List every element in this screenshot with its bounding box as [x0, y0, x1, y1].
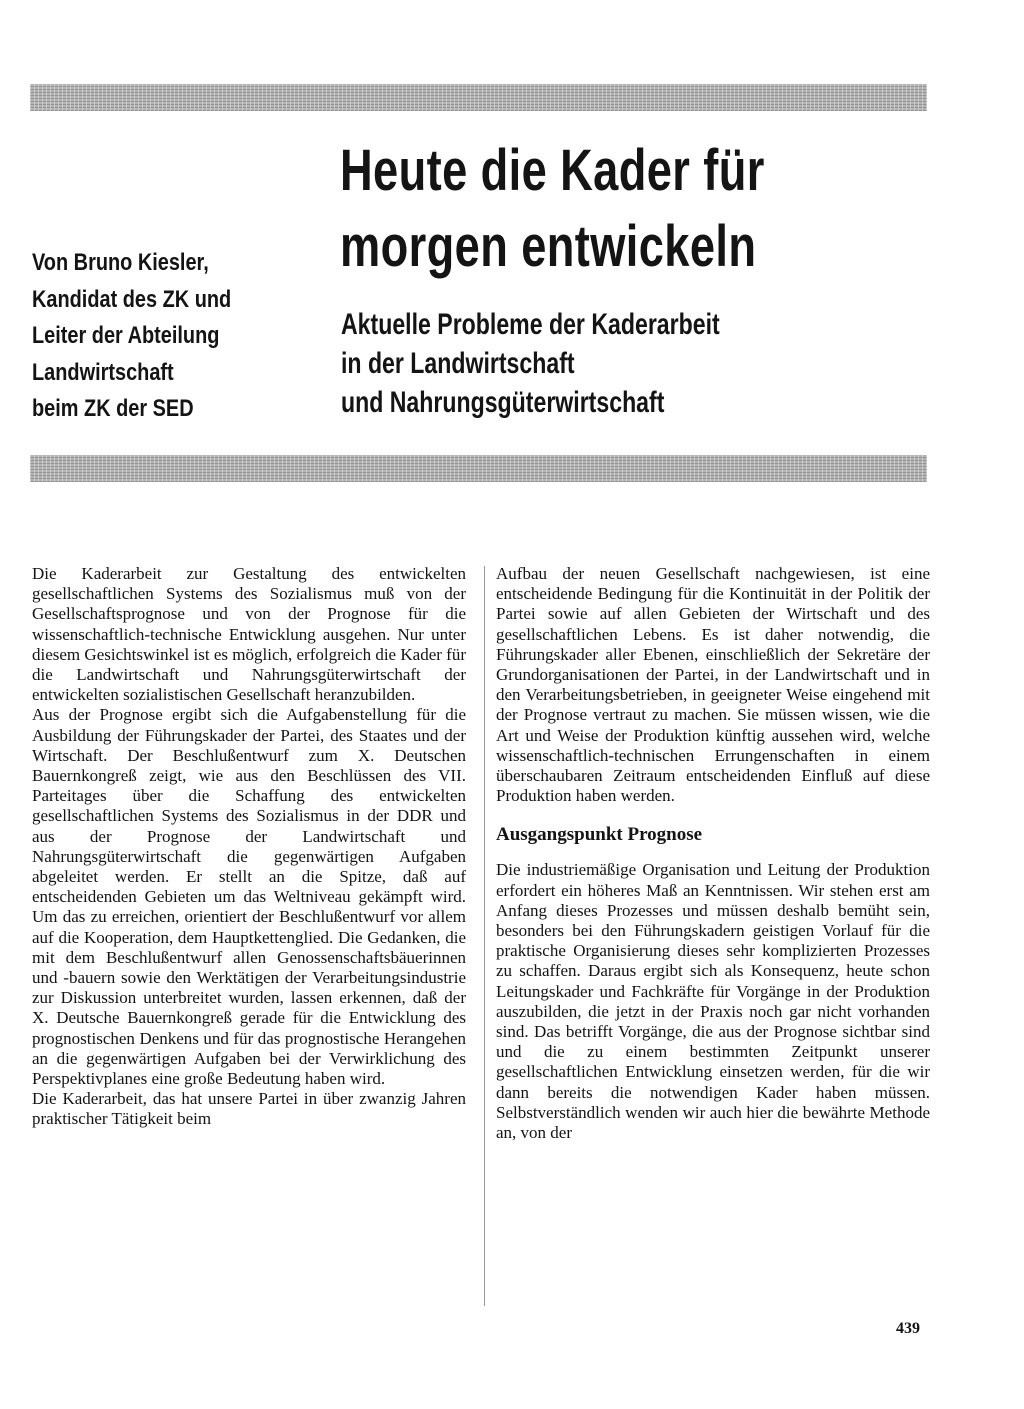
byline-line: Leiter der Abteilung	[32, 322, 220, 349]
byline-line: Landwirtschaft	[32, 358, 174, 386]
title-line: morgen entwickeln	[340, 214, 757, 279]
paragraph: Die Kaderarbeit zur Gestaltung des entwickelten gesellschaftlichen Systems des Sozialismus muß von der Gesellschaftsprognose und von der Prognose für die wissenschaftlich-technische Entwicklung ausgehen. Nur unter diesem Gesichtswinkel ist es möglich, erfolgreich die Kader für die Landwirtschaft und Nahrungsgüterwirtschaft der entwickelten sozialistischen Gesellschaft heranzubilden.	[32, 564, 466, 705]
byline-line: Kandidat des ZK und	[32, 285, 232, 313]
column-divider	[484, 566, 485, 1306]
paragraph: Aufbau der neuen Gesellschaft nachgewiesen, ist eine entscheidende Bedingung für die Kontinuität in der Politik der Partei sowie auf allen Gebieten der Wirtschaft und des gesellschaftlichen Lebens. Es ist daher notwendig, die Führungskader aller Ebenen, einschließlich der Sekretäre der Grundorganisationen der Partei, in der Landwirtschaft und in den Verarbeitungsbetrieben, in geeigneter Weise eingehend mit der Prognose vertraut zu machen. Sie müssen wissen, wie die Art und Weise der Produktion künftig aussehen wird, welche wissenschaftlich-technischen Errungenschaften in einem überschaubaren Zeitraum entscheidenden Einfluß auf diese Produktion haben werden.	[496, 564, 930, 806]
decorative-band-bottom	[30, 455, 927, 482]
decorative-band-top	[30, 84, 927, 111]
section-heading: Ausgangspunkt Prognose	[496, 824, 703, 846]
subtitle-line: Aktuelle Probleme der Kaderarbeit	[341, 308, 720, 341]
subtitle-line: und Nahrungsgüterwirtschaft	[341, 386, 665, 419]
page-number: 439	[896, 1320, 920, 1337]
byline-line: beim ZK der SED	[32, 395, 194, 422]
paragraph: Die Kaderarbeit, das hat unsere Partei in über zwanzig Jahren praktischer Tätigkeit beim	[32, 1089, 466, 1129]
paragraph: Die industriemäßige Organisation und Leitung der Produktion erfordert ein höheres Maß an Kenntnissen. Wir stehen erst am Anfang dieses Prozesses und müssen deshalb bemüht sein, besonders bei den Führungskadern geistigen Vorlauf für die praktische Organisierung dieses sehr komplizierten Prozesses zu schaffen. Daraus ergibt sich als Konsequenz, heute schon Leitungskader und Fachkräfte für Vorgänge in der Produktion auszubilden, die jetzt in der Praxis noch gar nicht vorhanden sind. Das betrifft Vorgänge, die aus der Prognose sichtbar sind und die zu einem bestimmten Zeitpunkt unserer gesellschaftlichen Entwicklung einsetzen werden, für die wir dann bereits die notwendigen Kader haben müssen. Selbstverständlich wenden wir auch hier die bewährte Methode an, von der	[496, 860, 930, 1143]
article-title	[340, 133, 824, 285]
byline-line: Von Bruno Kiesler,	[32, 249, 209, 276]
body-column-left	[32, 564, 466, 1130]
title-line: Heute die Kader für	[340, 138, 765, 203]
subtitle-line: in der Landwirtschaft	[341, 347, 575, 380]
body-column-right	[496, 564, 930, 1143]
article-subtitle	[341, 305, 818, 422]
author-byline	[32, 245, 256, 428]
paragraph: Aus der Prognose ergibt sich die Aufgabenstellung für die Ausbildung der Führungskader der Partei, des Staates und der Wirtschaft. Der Beschlußentwurf zum X. Deutschen Bauernkongreß zeigt, wie aus den Beschlüssen des VII. Parteitages über die Schaffung des entwickelten gesellschaftlichen Systems des Sozialismus in der DDR und aus der Prognose der Landwirtschaft und Nahrungsgüterwirtschaft die gegenwärtigen Aufgaben abgeleitet werden. Er stellt an die Spitze, daß auf entscheidenden Gebieten um das Weltniveau gekämpft wird. Um das zu erreichen, orientiert der Beschlußentwurf vor allem auf die Kooperation, dem Hauptkettenglied. Die Gedanken, die mit dem Beschlußentwurf allen Genossenschaftsbäuerinnen und -bauern sowie den Werktätigen der Verarbeitungsindustrie zur Diskussion unterbreitet wurden, lassen erkennen, daß der X. Deutsche Bauernkongreß gerade für die Entwicklung des prognostischen Denkens und für das prognostische Herangehen an die gegenwärtigen Aufgaben bei der Verwirklichung des Perspektivplanes eine große Bedeutung haben wird.	[32, 705, 466, 1089]
